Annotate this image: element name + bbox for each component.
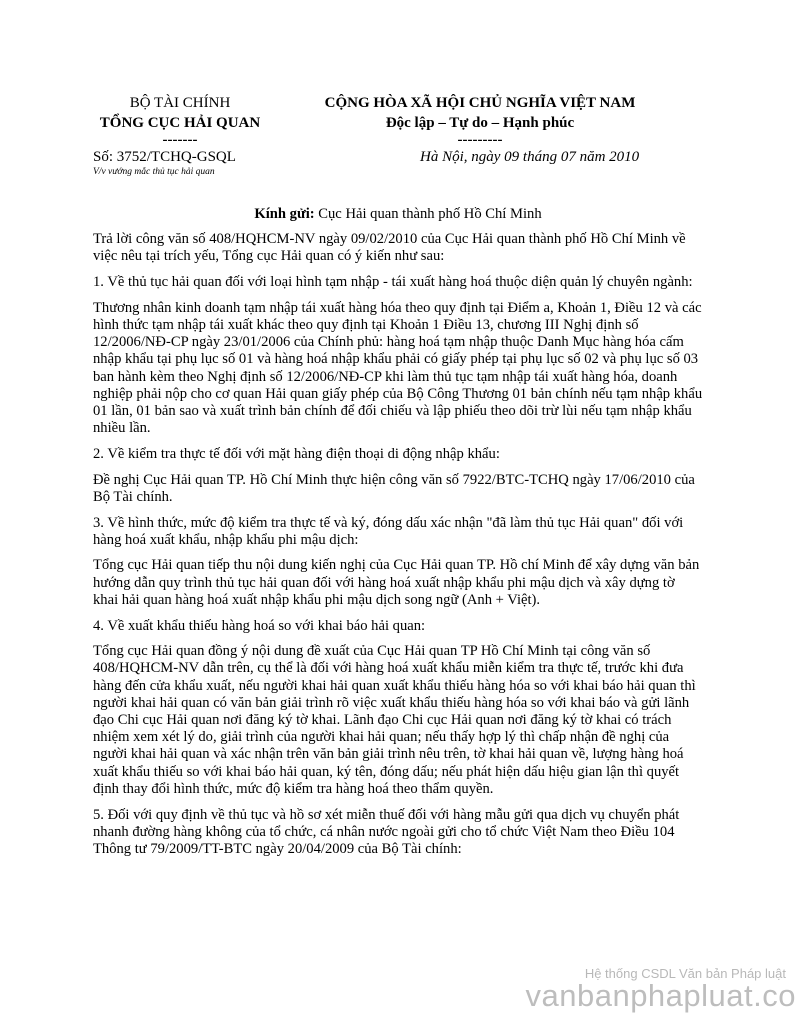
watermark-site: vanbanphapluat.co: [525, 978, 796, 1013]
agency-block: [80, 93, 280, 147]
section-heading-3: 3. Về hình thức, mức độ kiểm tra thực tế và ký, đóng dấu xác nhận "đã làm thủ tục Hải quan" đối với hàng hoá xuất khẩu, nhập khẩu phi mậu dịch:: [93, 514, 684, 548]
addressee: [93, 206, 703, 223]
motto: Độc lập – Tự do – Hạnh phúc: [385, 115, 575, 131]
document-number: Số: 3752/TCHQ-GSQL: [93, 149, 236, 165]
addressee-name: Cục Hải quan thành phố Hồ Chí Minh: [318, 206, 542, 222]
section-heading-5: 5. Đối với quy định về thủ tục và hồ sơ xét miễn thuế đối với hàng mẫu gửi qua dịch vụ chuyển phát nhanh đường hàng không của tổ chức, cá nhân nước ngoài gửi cho tổ chức Việt Nam theo Điều 104 Thông tư 79/2009/TT-BTC ngày 20/04/2009 của Bộ Tài chính:: [93, 806, 680, 857]
paragraph: Tổng cục Hải quan đồng ý nội dung đề xuất của Cục Hải quan TP Hồ Chí Minh tại công văn số 408/HQHCM-NV dẫn trên, cụ thể là đối với hàng hoá xuất khẩu miễn kiểm tra thực tế, trước khi đưa hàng đến cửa khẩu xuất, nếu người khai hải quan xuất khẩu thiếu hàng hóa so với khai báo hải quan thì người khai hải quan có văn bản giải trình rõ việc xuất khẩu thiếu hàng hóa so với khai báo và gửi lãnh đạo Chi cục Hải quan nơi đăng ký tờ khai. Lãnh đạo Chi cục Hải quan nơi đăng ký tờ khai có trách nhiệm xem xét lý do, giải trình của người khai hải quan; nếu thấy hợp lý thì chấp nhận đề nghị của người khai hải quan và xác nhận trên văn bản giải trình nêu trên, tờ khai hải quan về, lượng hàng hoá xuất khẩu thiếu so với khai báo hải quan, ký tên, đóng dấu; nếu phát hiện dấu hiệu gian lận thì quyết định thay đổi hình thức, mức độ kiểm tra hàng hoá theo thẩm quyền.: [93, 643, 696, 797]
addressee-label: Kính gửi:: [254, 206, 315, 222]
agency-name: TỔNG CỤC HẢI QUAN: [99, 115, 261, 131]
motto-dash: ---------: [457, 132, 503, 148]
section-heading-2: 2. Về kiểm tra thực tế đối với mặt hàng điện thoại di động nhập khẩu:: [93, 445, 500, 462]
document-body: [93, 206, 703, 867]
national-title-block: [300, 93, 660, 147]
paragraph-intro: Trả lời công văn số 408/HQHCM-NV ngày 09/02/2010 của Cục Hải quan thành phố Hồ Chí Minh về việc nêu tại trích yếu, Tổng cục Hải quan có ý kiến như sau:: [93, 231, 686, 265]
agency-dash: -------: [162, 132, 198, 148]
place-date: Hà Nội, ngày 09 tháng 07 năm 2010: [420, 149, 640, 165]
section-heading-4: 4. Về xuất khẩu thiếu hàng hoá so với khai báo hải quan:: [93, 617, 426, 634]
section-heading-1: 1. Về thủ tục hải quan đối với loại hình tạm nhập - tái xuất hàng hoá thuộc diện quản lý chuyên ngành:: [93, 274, 693, 291]
paragraph: Thương nhân kinh doanh tạm nhập tái xuất hàng hóa theo quy định tại Điểm a, Khoản 1, Điều 12 và các hình thức tạm nhập tái xuất khác theo quy định tại Khoản 1 Điều 13, chương III Nghị định số 12/2006/NĐ-CP ngày 23/01/2006 của Chính phủ: hàng hoá tạm nhập thuộc Danh Mục hàng hóa cấm nhập khẩu tại phụ lục số 01 và hàng hoá nhập khẩu phải có giấy phép tại phụ lục số 02 và phụ lục số 03 ban hành kèm theo Nghị định số 12/2006/NĐ-CP khi làm thủ tục tạm nhập tái xuất hàng hóa, doanh nghiệp phải nộp cho cơ quan Hải quan giấy phép của Bộ Công Thương 01 bản chính nếu tạm nhập khẩu 01 lần, 01 bản sao và xuất trình bản chính để đối chiếu và lập phiếu theo dõi trừ lùi nếu tạm nhập khẩu nhiều lần.: [93, 299, 703, 437]
document-subject: V/v vướng mắc thủ tục hải quan: [93, 167, 215, 177]
agency-parent: BỘ TÀI CHÍNH: [129, 95, 231, 111]
watermark-caption: Hệ thống CSDL Văn bản Pháp luật: [584, 966, 786, 981]
paragraph: Đề nghị Cục Hải quan TP. Hồ Chí Minh thực hiện công văn số 7922/BTC-TCHQ ngày 17/06/2010 của Bộ Tài chính.: [93, 471, 695, 505]
paragraph: Tổng cục Hải quan tiếp thu nội dung kiến nghị của Cục Hải quan TP. Hồ chí Minh để xây dựng văn bản hướng dẫn quy trình thủ tục hải quan đối với hàng hoá xuất nhập khẩu phi mậu dịch và xây dựng tờ khai hải quan hàng hoá xuất nhập khẩu phi mậu dịch song ngữ (Anh + Việt).: [93, 557, 700, 608]
country-name: CỘNG HÒA XÃ HỘI CHỦ NGHĨA VIỆT NAM: [324, 95, 636, 111]
